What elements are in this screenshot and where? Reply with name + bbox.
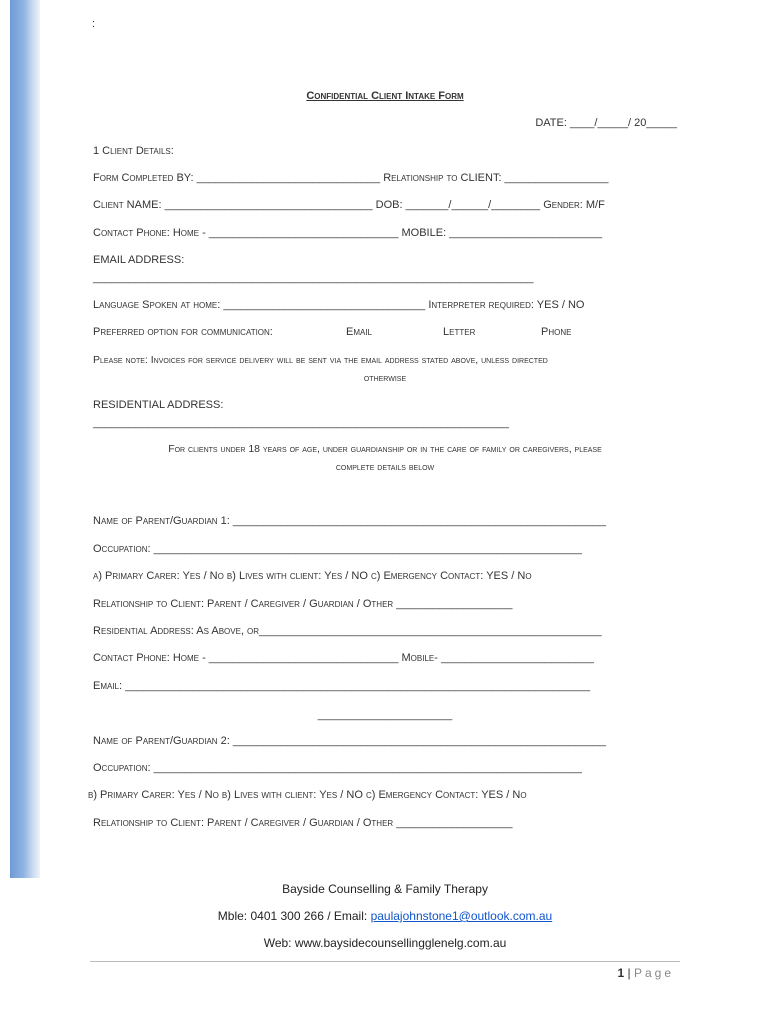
- invoice-note-line2: otherwise: [363, 372, 407, 384]
- footer-contact-line: [0, 909, 770, 923]
- client-name-field[interactable]: Client NAME: __________________________________ DOB: _______/______/________ Gender: M/F: [93, 199, 605, 211]
- invoice-note-line1: Please note: Invoices for service delivery will be sent via the email address stated above, unless directed: [93, 354, 548, 366]
- guardian1-email-field[interactable]: Email: ____________________________________________________________________________: [93, 680, 591, 692]
- date-field[interactable]: DATE: ____/_____/ 20_____: [535, 117, 677, 129]
- guardian1-name-field[interactable]: Name of Parent/Guardian 1: _____________________________________________________________: [93, 515, 607, 527]
- guardian1-phone-field[interactable]: Contact Phone: Home - _______________________________ Mobile- _________________________: [93, 652, 594, 664]
- email-address-label: EMAIL ADDRESS:: [93, 254, 185, 266]
- client-details-heading: 1 Client Details:: [93, 145, 174, 157]
- guardian1-residential-field[interactable]: Residential Address: As Above, or________________________________________________________: [93, 625, 602, 637]
- page-number: [617, 966, 674, 980]
- residential-address-label: RESIDENTIAL ADDRESS:: [93, 399, 224, 411]
- option-letter[interactable]: Letter: [443, 326, 476, 338]
- footer-divider: [90, 961, 680, 962]
- preferred-communication-label: Preferred option for communication:: [93, 326, 273, 338]
- form-title: Confidential Client Intake Form: [306, 90, 464, 102]
- page-word: Page: [633, 966, 674, 980]
- contact-phone-field[interactable]: Contact Phone: Home - _______________________________ MOBILE: _________________________: [93, 227, 603, 239]
- guardian-note-line1: For clients under 18 years of age, under guardianship or in the care of family or caregivers, please: [168, 443, 602, 455]
- guardian2-occupation-field[interactable]: Occupation: ______________________________________________________________________: [93, 762, 582, 774]
- residential-address-field[interactable]: ____________________________________________________________________: [93, 417, 510, 429]
- footer-business-name: Bayside Counselling & Family Therapy: [282, 882, 488, 896]
- option-phone[interactable]: Phone: [541, 326, 572, 338]
- guardian2-name-field[interactable]: Name of Parent/Guardian 2: _____________________________________________________________: [93, 735, 607, 747]
- email-address-field[interactable]: ________________________________________________________________________: [93, 272, 534, 284]
- completed-by-field[interactable]: Form Completed BY: ______________________________ Relationship to CLIENT: _________________: [93, 172, 609, 184]
- guardian1-occupation-field[interactable]: Occupation: ______________________________________________________________________: [93, 543, 582, 555]
- footer-mobile: Mble: 0401 300 266 / Email:: [217, 909, 371, 923]
- guardian1-carer-options[interactable]: a) Primary Carer: Yes / No b) Lives with client: Yes / NO c) Emergency Contact: YES / No: [93, 570, 532, 582]
- guardian-note-line2: complete details below: [335, 461, 435, 473]
- language-field[interactable]: Language Spoken at home: _________________________________ Interpreter required: YES / NO: [93, 299, 585, 311]
- guardian2-carer-options[interactable]: b) Primary Carer: Yes / No b) Lives with client: Yes / NO c) Emergency Contact: YES / No: [88, 789, 527, 801]
- option-email[interactable]: Email: [346, 326, 373, 338]
- top-mark: :: [92, 18, 96, 30]
- page-number-value: 1: [617, 966, 625, 980]
- guardian1-email-continuation[interactable]: ______________________: [317, 709, 453, 721]
- guardian2-relationship-options[interactable]: Relationship to Client: Parent / Caregiver / Guardian / Other ___________________: [93, 817, 513, 829]
- footer-website: Web: www.baysidecounsellingglenelg.com.au: [263, 936, 507, 950]
- page-separator: |: [624, 966, 634, 980]
- guardian1-relationship-options[interactable]: Relationship to Client: Parent / Caregiver / Guardian / Other ___________________: [93, 598, 513, 610]
- footer-email-link[interactable]: paulajohnstone1@outlook.com.au: [370, 909, 553, 923]
